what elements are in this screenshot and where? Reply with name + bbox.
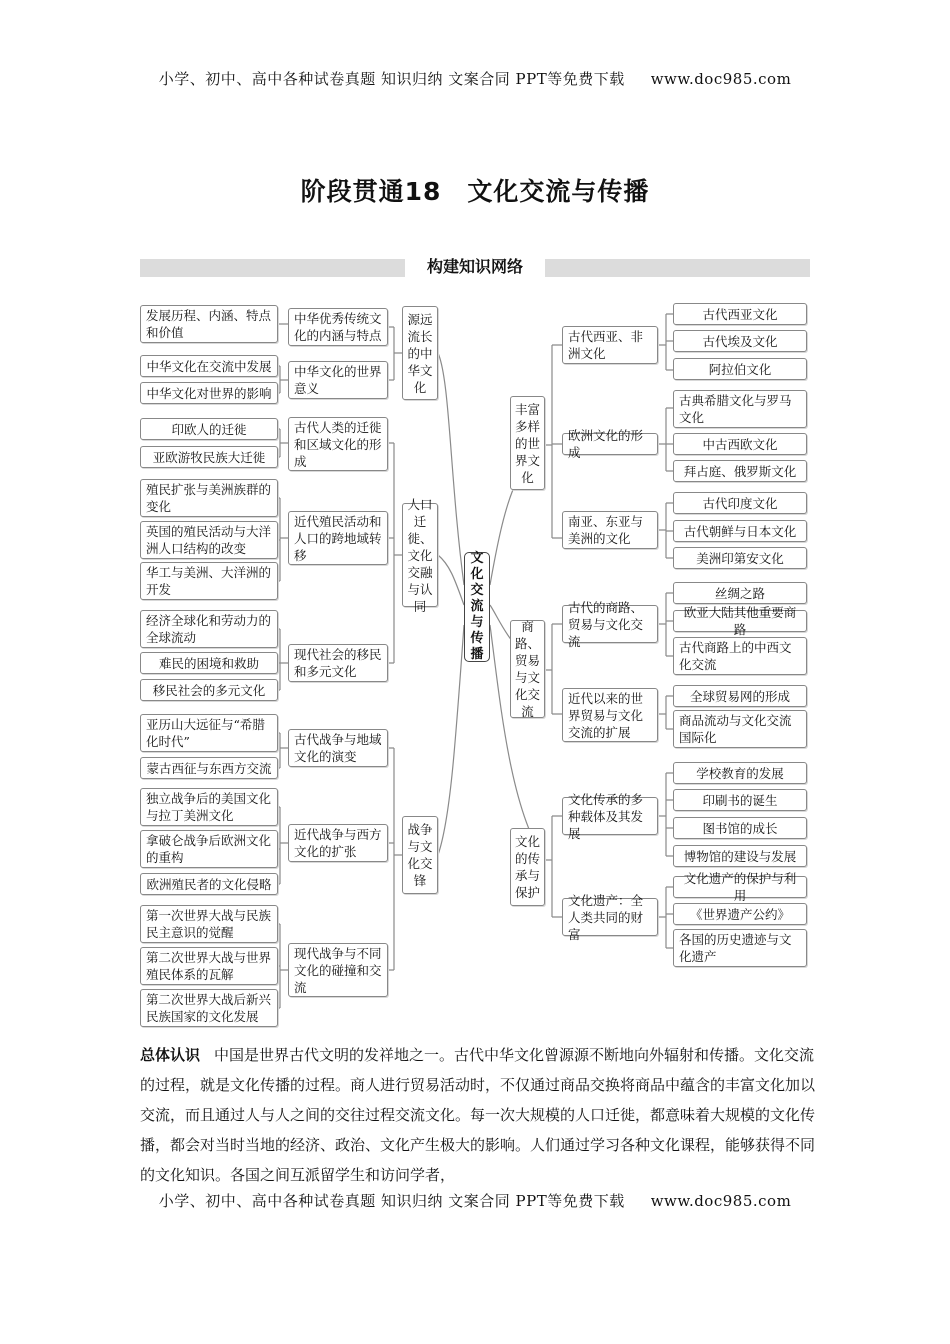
sub-europe: 欧洲文化的形成 <box>562 433 658 455</box>
page-footer <box>0 1190 950 1211</box>
leaf: 中华文化在交流中发展 <box>140 355 278 377</box>
leaf: 欧洲殖民者的文化侵略 <box>140 873 278 895</box>
branch-war: 战争与文化交锋 <box>402 816 438 894</box>
sub-heritage: 文化遗产：全人类共同的财富 <box>562 898 658 936</box>
footer-site[interactable]: www.doc985.com <box>650 1192 792 1210</box>
leaf: 古代朝鲜与日本文化 <box>673 520 807 542</box>
leaf: 独立战争后的美国文化与拉丁美洲文化 <box>140 788 278 826</box>
mind-map-center: 文化交流与传播 <box>464 552 490 662</box>
leaf: 欧亚大陆其他重要商路 <box>673 610 807 632</box>
branch-trade: 商路、贸易与文化交流 <box>510 620 545 718</box>
section-banner-label: 构建知识网络 <box>405 255 545 279</box>
summary-label: 总体认识 <box>140 1046 201 1064</box>
leaf: 古典希腊文化与罗马文化 <box>673 390 807 428</box>
branch-migration: 人口迁徙、文化交融与认同 <box>402 503 438 607</box>
leaf: 亚欧游牧民族大迁徙 <box>140 446 278 468</box>
leaf: 中华文化对世界的影响 <box>140 382 278 404</box>
leaf: 发展历程、内涵、特点和价值 <box>140 305 278 343</box>
page-title: 阶段贯通18 文化交流与传播 <box>300 177 650 206</box>
leaf: 蒙古西征与东西方交流 <box>140 757 278 779</box>
sub-colonial-migration: 近代殖民活动和人口的跨地域转移 <box>288 511 388 565</box>
leaf: 学校教育的发展 <box>673 762 807 784</box>
leaf: 古代埃及文化 <box>673 330 807 352</box>
leaf: 商品流动与文化交流国际化 <box>673 710 807 748</box>
summary-paragraph <box>140 1040 820 1190</box>
leaf: 印刷书的诞生 <box>673 789 807 811</box>
leaf: 拿破仑战争后欧洲文化的重构 <box>140 830 278 868</box>
summary-text: 中国是世界古代文明的发祥地之一。古代中华文化曾源源不断地向外辐射和传播。文化交流的过程，就是文化传播的过程。商人进行贸易活动时，不仅通过商品交换将商品中蕴含的丰富文化加以交流，而且通过人与人之间的交往过程交流文化。每一次大规模的人口迁徙，都意味着大规模的文化传播，都会对当时当地的经济、政治、文化产生极大的影响。人们通过学习各种文化课程，能够获得不同的文化知识。各国之间互派留学生和访问学者， <box>140 1046 816 1184</box>
sub-ancient-war: 古代战争与地域文化的演变 <box>288 729 388 767</box>
leaf: 第二次世界大战后新兴民族国家的文化发展 <box>140 989 278 1027</box>
sub-west-asia-africa: 古代西亚、非洲文化 <box>562 326 658 364</box>
sub-modern-migration: 现代社会的移民和多元文化 <box>288 644 388 682</box>
leaf: 难民的困境和救助 <box>140 652 278 674</box>
leaf: 中古西欧文化 <box>673 433 807 455</box>
header-site[interactable]: www.doc985.com <box>650 70 792 88</box>
leaf: 殖民扩张与美洲族群的变化 <box>140 479 278 517</box>
leaf: 英国的殖民活动与大洋洲人口结构的改变 <box>140 521 278 559</box>
header-text: 小学、初中、高中各种试卷真题 知识归纳 文案合同 PPT等免费下载 <box>158 70 625 88</box>
leaf: 华工与美洲、大洋洲的开发 <box>140 562 278 600</box>
leaf: 丝绸之路 <box>673 582 807 604</box>
leaf: 古代商路上的中西文化交流 <box>673 637 807 675</box>
branch-heritage: 文化的传承与保护 <box>510 828 545 906</box>
leaf: 印欧人的迁徙 <box>140 418 278 440</box>
leaf: 全球贸易网的形成 <box>673 685 807 707</box>
leaf: 第二次世界大战与世界殖民体系的瓦解 <box>140 947 278 985</box>
footer-text: 小学、初中、高中各种试卷真题 知识归纳 文案合同 PPT等免费下载 <box>158 1192 625 1210</box>
sub-chinese-world: 中华文化的世界意义 <box>288 361 388 399</box>
leaf: 阿拉伯文化 <box>673 358 807 380</box>
branch-chinese-culture: 源远流长的中华文化 <box>402 306 438 400</box>
leaf: 第一次世界大战与民族民主意识的觉醒 <box>140 905 278 943</box>
sub-modern-war-expansion: 近代战争与西方文化的扩张 <box>288 824 388 862</box>
sub-ancient-trade: 古代的商路、贸易与文化交流 <box>562 605 658 643</box>
sub-chinese-tradition: 中华优秀传统文化的内涵与特点 <box>288 308 388 346</box>
sub-south-east-asia-america: 南亚、东亚与美洲的文化 <box>562 511 658 549</box>
leaf: 图书馆的成长 <box>673 817 807 839</box>
leaf: 文化遗产的保护与利用 <box>673 876 807 898</box>
leaf: 《世界遗产公约》 <box>673 903 807 925</box>
leaf: 亚历山大远征与“希腊化时代” <box>140 714 278 752</box>
sub-ancient-migration: 古代人类的迁徙和区域文化的形成 <box>288 417 388 471</box>
leaf: 古代印度文化 <box>673 492 807 514</box>
sub-carriers: 文化传承的多种载体及其发展 <box>562 797 658 835</box>
leaf: 美洲印第安文化 <box>673 547 807 569</box>
leaf: 移民社会的多元文化 <box>140 679 278 701</box>
leaf: 经济全球化和劳动力的全球流动 <box>140 610 278 648</box>
leaf: 博物馆的建设与发展 <box>673 845 807 867</box>
sub-modern-war-clash: 现代战争与不同文化的碰撞和交流 <box>288 943 388 997</box>
leaf: 各国的历史遗迹与文化遗产 <box>673 929 807 967</box>
sub-modern-trade: 近代以来的世界贸易与文化交流的扩展 <box>562 688 658 742</box>
branch-world-culture: 丰富多样的世界文化 <box>510 396 545 490</box>
leaf: 古代西亚文化 <box>673 303 807 325</box>
leaf: 拜占庭、俄罗斯文化 <box>673 460 807 482</box>
